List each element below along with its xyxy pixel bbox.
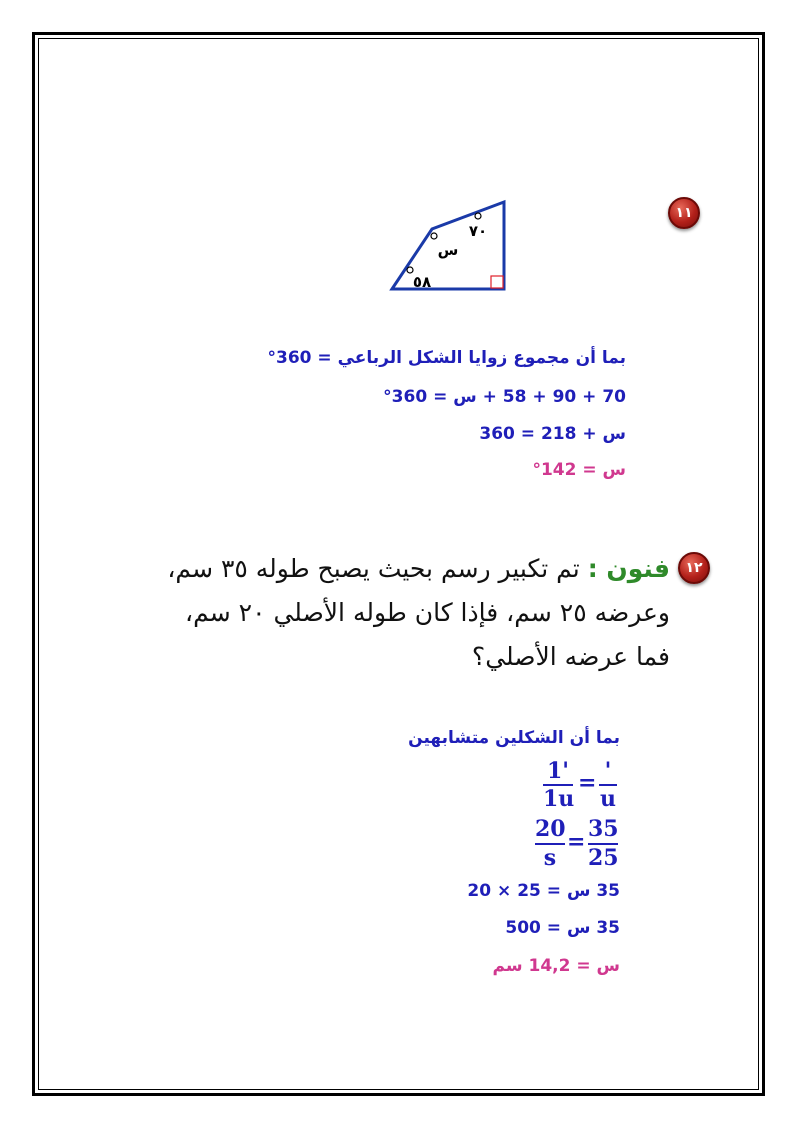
quadrilateral-figure <box>380 192 520 302</box>
p12-solution-line-4: 35 س = 25 × 20 <box>467 881 620 901</box>
p12-answer: س = 14,2 سم <box>492 956 620 976</box>
p12-fraction-1-right <box>599 758 617 812</box>
fraction-numerator: 20 <box>535 816 566 842</box>
angle-label-top: ٧٠ <box>468 222 488 240</box>
p11-solution-line-3: س + 218 = 360 <box>479 424 626 444</box>
p12-solution-line-1: بما أن الشكلين متشابهين <box>408 728 620 748</box>
p11-answer: س = 142° <box>532 460 626 480</box>
p12-equals-1: = <box>578 770 597 796</box>
right-angle-marker <box>491 276 503 288</box>
angle-label-bottom: ٥٨ <box>412 273 432 291</box>
problem-12-number: ١٢ <box>685 560 703 576</box>
p12-question-title: فنون : <box>587 554 670 583</box>
p11-solution-line-1: بما أن مجموع زوايا الشكل الرباعي = 360° <box>267 348 626 368</box>
fraction-numerator: 35 <box>588 816 619 842</box>
p12-solution-line-5: 35 س = 500 <box>505 918 620 938</box>
p12-equals-2: = <box>567 829 586 855</box>
fraction-numerator: 1' <box>546 758 570 784</box>
problem-11-number: ١١ <box>675 205 693 221</box>
fraction-denominator: s <box>543 845 557 871</box>
p11-solution-line-2: 70 + 90 + 58 + س = 360° <box>383 387 626 407</box>
degree-mark-top <box>475 213 481 219</box>
problem-11-badge <box>668 197 700 229</box>
fraction-numerator: ' <box>604 758 612 784</box>
p12-question-line-3: فما عرضه الأصلي؟ <box>471 642 670 671</box>
fraction-denominator: 25 <box>588 845 619 871</box>
angle-label-mid: س <box>437 241 459 259</box>
problem-12-badge <box>678 552 710 584</box>
p12-question-line-2: وعرضه ٢٥ سم، فإذا كان طوله الأصلي ٢٠ سم، <box>185 598 670 627</box>
p12-fraction-2-left <box>535 816 566 871</box>
p12-fraction-2-right <box>588 816 619 871</box>
degree-mark-mid <box>431 233 437 239</box>
p12-fraction-1-left <box>543 758 575 812</box>
p12-question-line-1 <box>167 548 670 590</box>
fraction-denominator: u <box>600 786 616 812</box>
fraction-denominator: 1u <box>543 786 575 812</box>
p12-question-text-1: تم تكبير رسم بحيث يصبح طوله ٣٥ سم، <box>167 554 580 583</box>
